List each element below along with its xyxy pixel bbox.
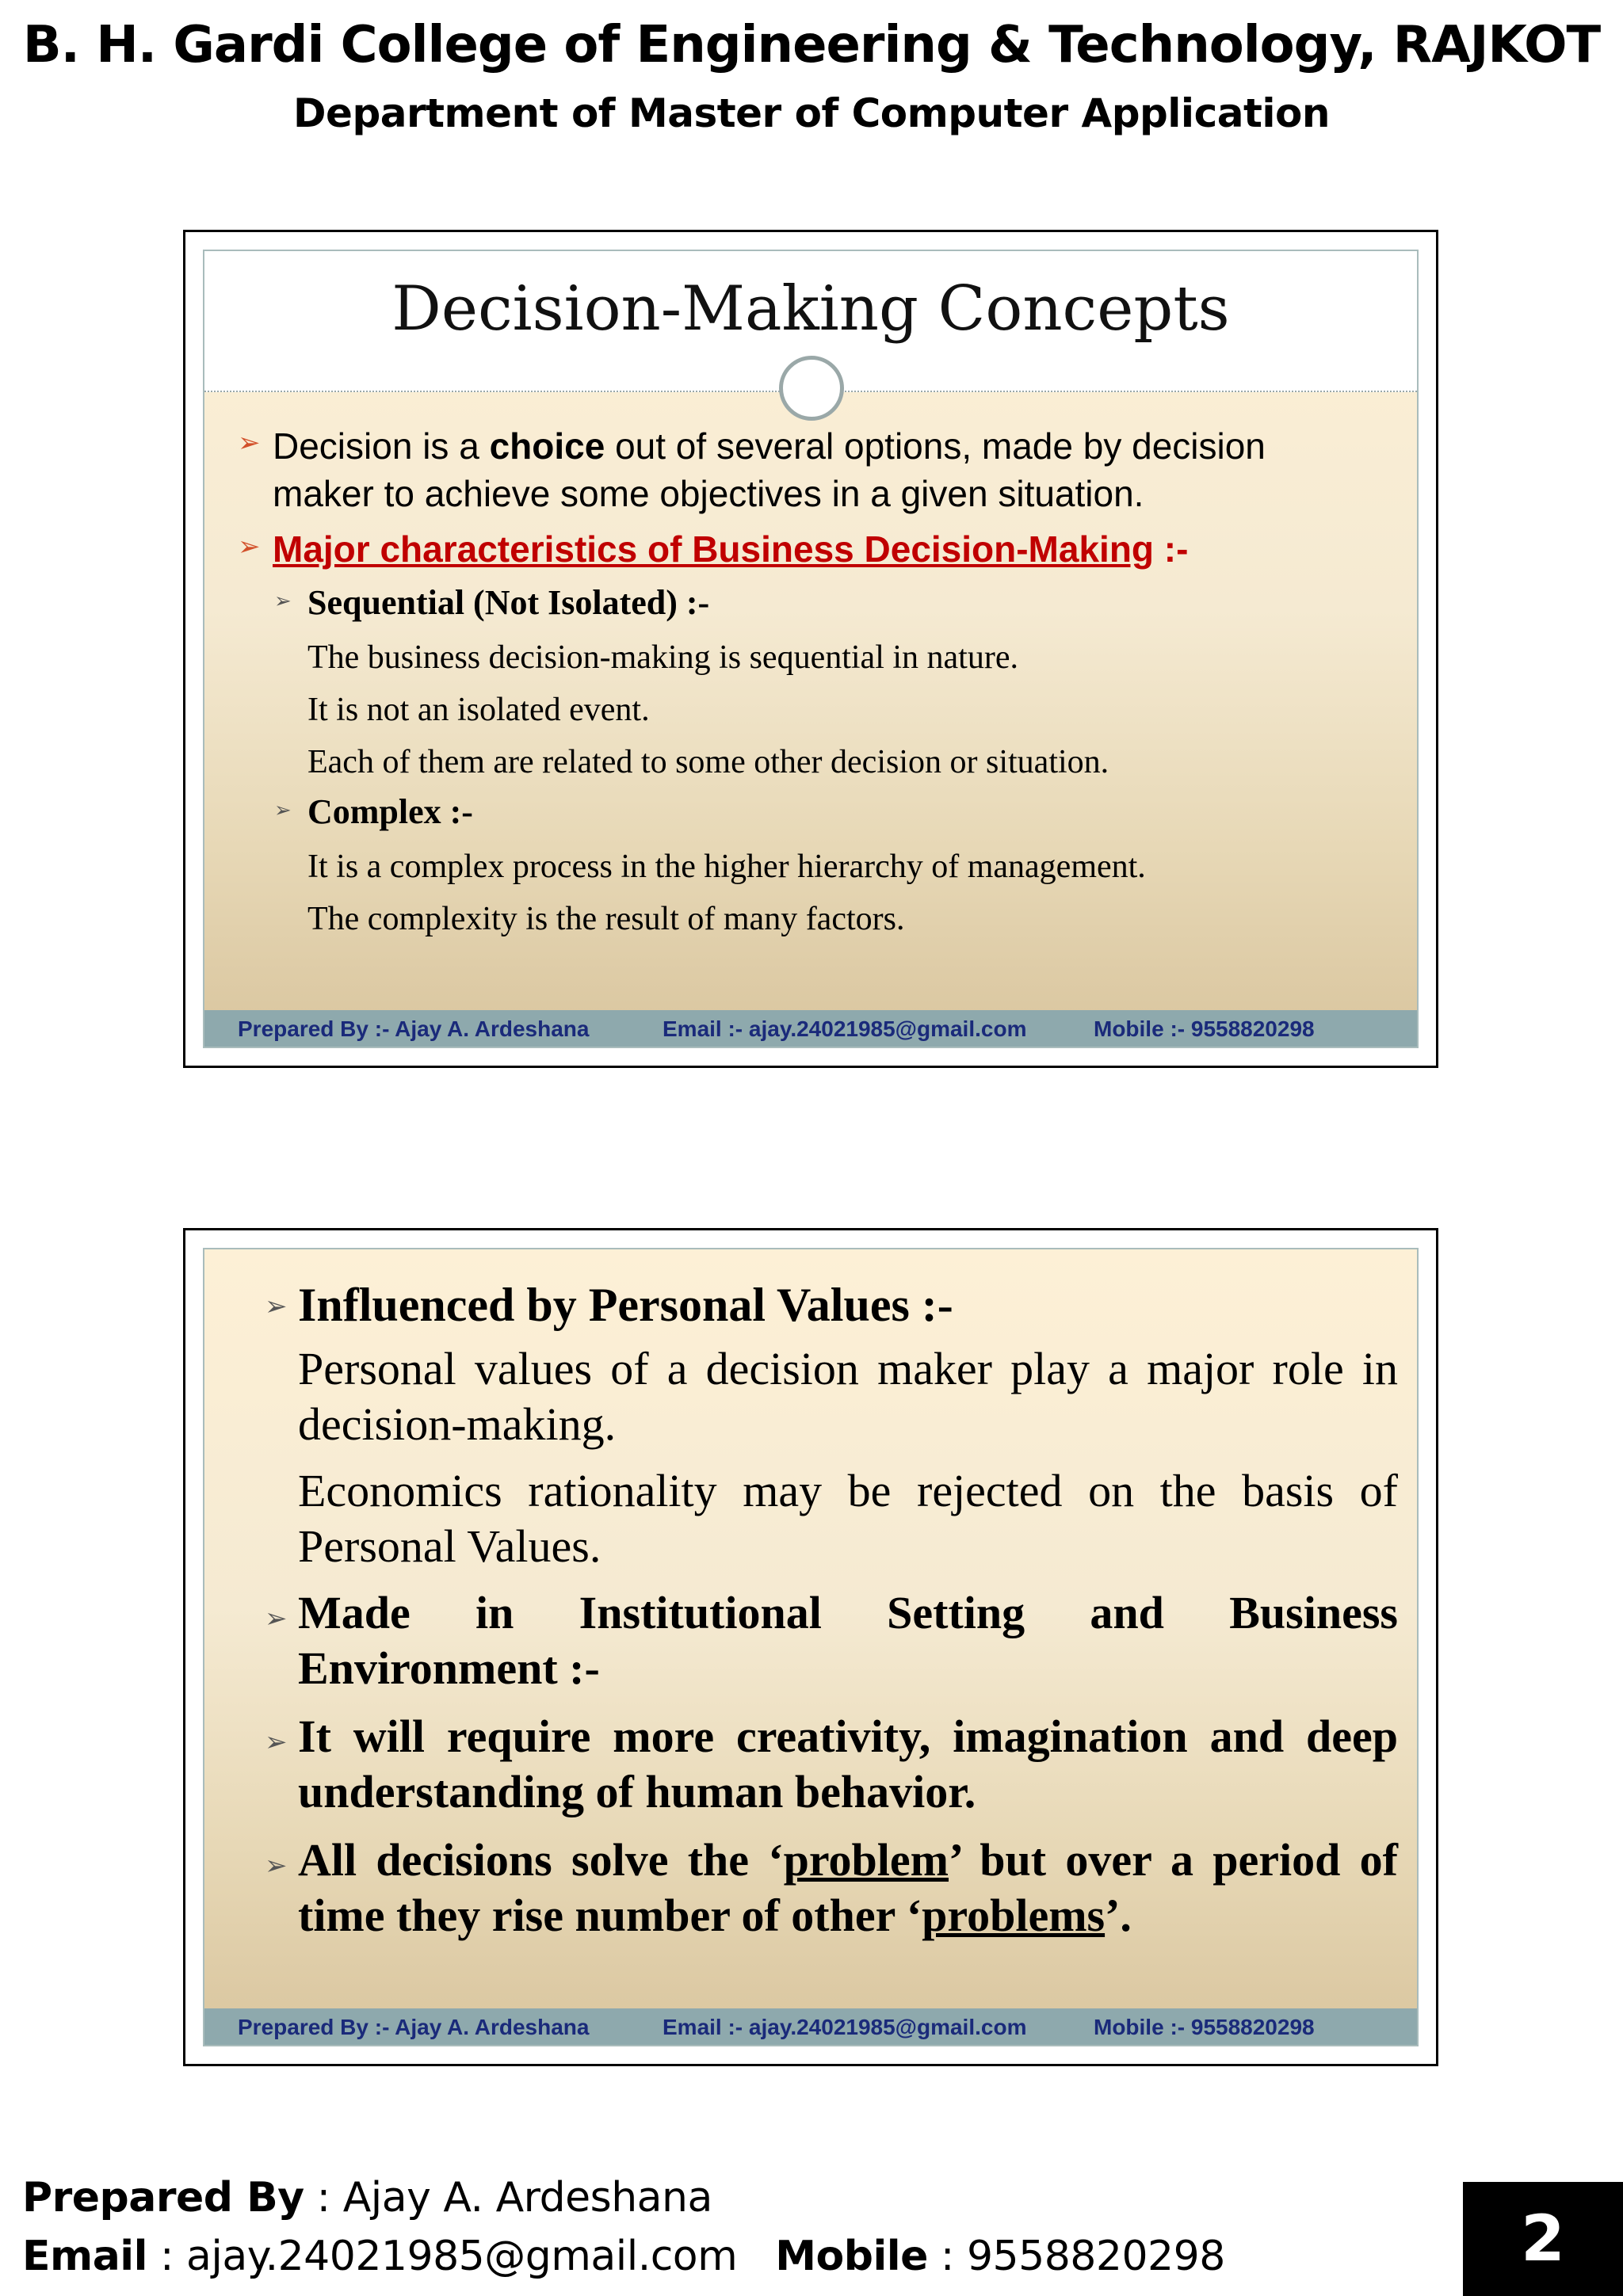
sequential-heading: Sequential (Not Isolated) :- xyxy=(307,583,710,622)
slide-frame-2 xyxy=(183,1228,1438,2066)
arrow-bullet-icon: ➢ xyxy=(274,798,292,822)
problems-text xyxy=(298,1833,1398,1943)
footer-prepared: Prepared By :- Ajay A. Ardeshana xyxy=(238,2015,590,2039)
college-title: B. H. Gardi College of Engineering & Technology, RAJKOT xyxy=(22,16,1601,74)
intro-text-cont: out of several options, made by decision xyxy=(605,425,1266,467)
personal-values-p2: Economics rationality may be rejected on the basis of Personal Values. xyxy=(298,1465,1398,1572)
major-heading-text: Major characteristics of Business Decision-Making xyxy=(273,528,1155,570)
problems-mid: ’ but over a period of time they rise number of other ‘ xyxy=(298,1834,1398,1941)
complex-heading: Complex :- xyxy=(307,792,473,831)
arrow-bullet-icon: ➢ xyxy=(238,532,261,562)
sequential-line: It is not an isolated event. xyxy=(307,692,650,728)
prepared-label: Prepared By xyxy=(22,2174,304,2222)
sequential-lines xyxy=(307,631,1109,788)
page-number: 2 xyxy=(1463,2182,1623,2296)
major-characteristics-heading xyxy=(273,525,1188,573)
problems-post: ’. xyxy=(1105,1890,1132,1941)
arrow-bullet-icon: ➢ xyxy=(238,428,261,458)
intro-line-2: maker to achieve some objectives in a given situation. xyxy=(273,473,1144,514)
mobile-label: Mobile xyxy=(775,2233,928,2280)
major-heading-suffix: :- xyxy=(1154,528,1189,570)
problem-word: problem xyxy=(783,1834,949,1886)
intro-paragraph xyxy=(273,422,1419,517)
email-label: Email xyxy=(22,2233,147,2280)
arrow-bullet-icon: ➢ xyxy=(265,1851,288,1881)
personal-values-p1: Personal values of a decision maker play a major role in decision-making. xyxy=(298,1343,1398,1450)
prepared-value: : Ajay A. Ardeshana xyxy=(304,2174,712,2222)
footer-mobile: Mobile :- 9558820298 xyxy=(1094,1016,1315,1041)
page-footer-contact xyxy=(22,2233,1225,2280)
mobile-value: : 9558820298 xyxy=(927,2233,1225,2280)
slide-title: Decision-Making Concepts xyxy=(391,273,1230,345)
creativity-text: It will require more creativity, imagination and deep understanding of human behavior. xyxy=(298,1711,1398,1817)
institutional-heading: Made in Institutional Setting and Business Environment :- xyxy=(298,1587,1398,1694)
department-title: Department of Master of Computer Application xyxy=(293,90,1330,136)
page-footer-prepared xyxy=(22,2174,712,2222)
slide-2-content xyxy=(204,1249,1417,2045)
footer-prepared: Prepared By :- Ajay A. Ardeshana xyxy=(238,1016,590,1041)
sequential-line: The business decision-making is sequential in nature. xyxy=(307,639,1018,676)
slide-1 xyxy=(203,250,1419,1048)
footer-email: Email :- ajay.24021985@gmail.com xyxy=(663,2015,1027,2039)
footer-email: Email :- ajay.24021985@gmail.com xyxy=(663,1016,1027,1041)
slide-footer-bar xyxy=(204,2008,1417,2045)
problems-pre: All decisions solve the ‘ xyxy=(298,1834,784,1886)
arrow-bullet-icon: ➢ xyxy=(274,589,292,612)
problems-word: problems xyxy=(922,1890,1106,1941)
complex-lines xyxy=(307,841,1146,945)
sequential-line: Each of them are related to some other decision or situation. xyxy=(307,744,1109,780)
intro-bold-word: choice xyxy=(489,425,605,467)
email-value: : ajay.24021985@gmail.com xyxy=(147,2233,738,2280)
arrow-bullet-icon: ➢ xyxy=(265,1291,288,1322)
slide-1-content xyxy=(204,251,1417,1047)
slide-frame-1 xyxy=(183,230,1438,1068)
arrow-bullet-icon: ➢ xyxy=(265,1604,288,1634)
slide-2 xyxy=(203,1248,1419,2046)
slide-footer-bar xyxy=(204,1010,1417,1047)
complex-line: The complexity is the result of many factors. xyxy=(307,901,905,937)
intro-text: Decision is a xyxy=(273,425,490,467)
complex-line: It is a complex process in the higher hierarchy of management. xyxy=(307,849,1146,885)
footer-mobile: Mobile :- 9558820298 xyxy=(1094,2015,1315,2039)
arrow-bullet-icon: ➢ xyxy=(265,1727,288,1757)
personal-values-heading: Influenced by Personal Values :- xyxy=(298,1279,953,1331)
